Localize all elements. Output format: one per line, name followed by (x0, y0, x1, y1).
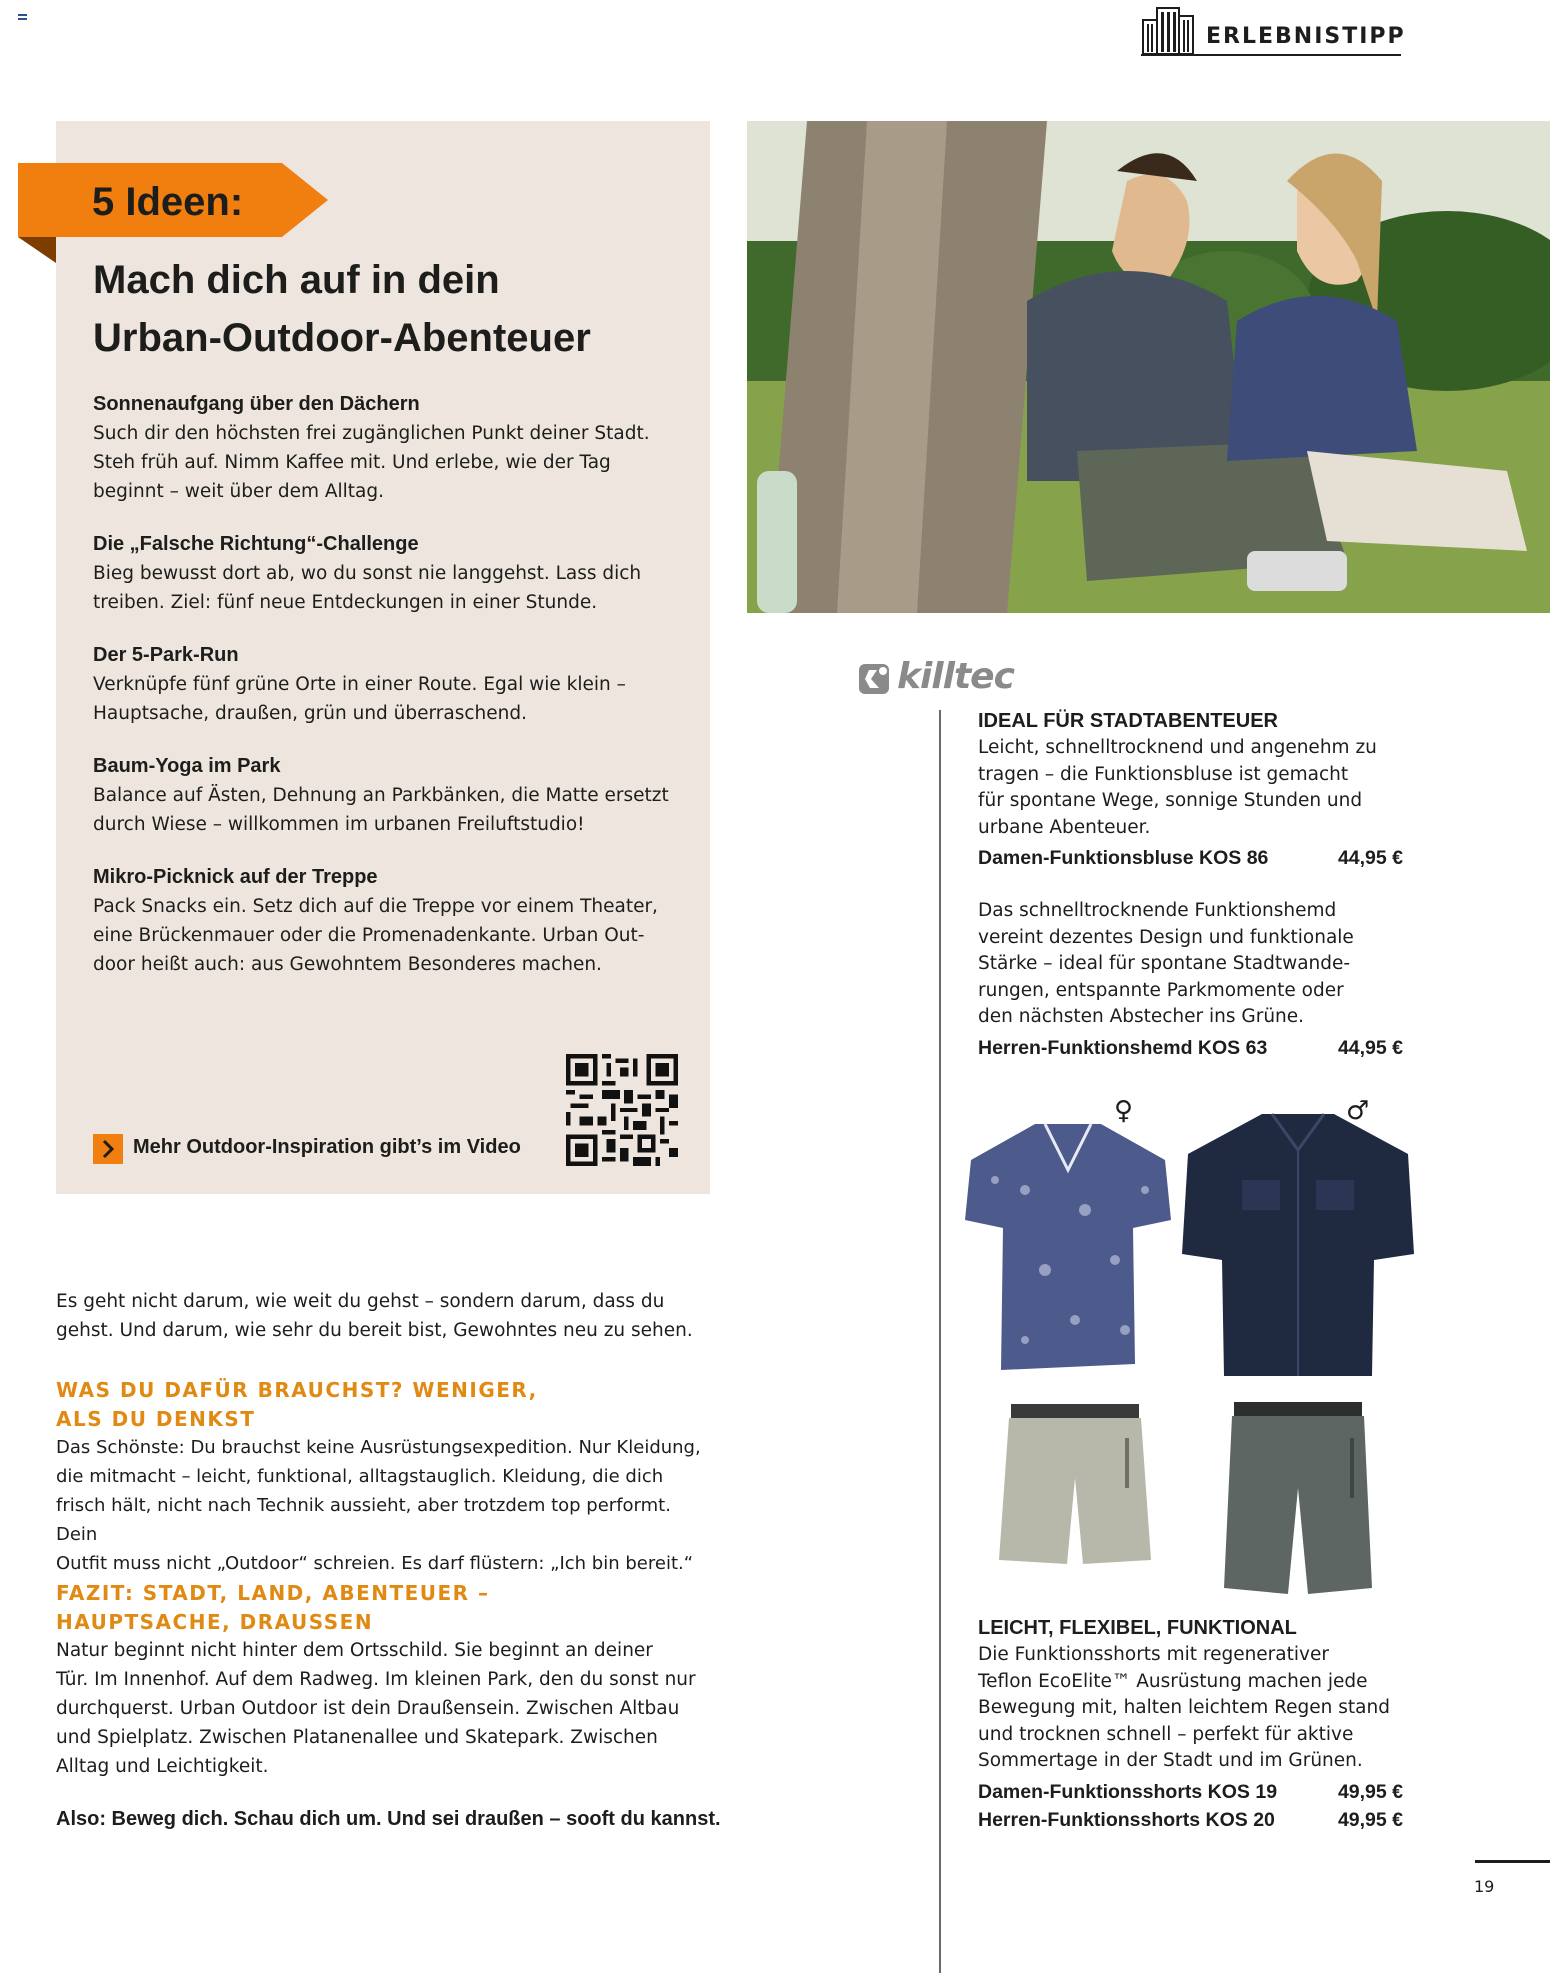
idea-title: Baum-Yoga im Park (93, 755, 281, 777)
product-text-line: und trocknen schnell – perfekt für aktive (978, 1723, 1354, 1745)
killtec-logo-icon (857, 660, 893, 696)
heading-line: HAUPTSACHE, DRAUSSEN (56, 1610, 374, 1634)
page-number: 19 (1474, 1877, 1495, 1896)
box-heading (93, 251, 693, 367)
product-text-line: den nächsten Abstecher ins Grüne. (978, 1006, 1305, 1027)
idea-text-line: door heißt auch: aus Gewohntem Besonderes machen. (93, 954, 602, 975)
section-heading (56, 1376, 656, 1434)
idea-text-line: Hauptsache, draußen, grün und überraschend. (93, 703, 528, 724)
badge-title: 5 Ideen: (92, 180, 244, 224)
product-heading: IDEAL FÜR STADTABENTEUER (978, 710, 1278, 732)
product-name: Damen-Funktionsbluse KOS 86 (978, 847, 1269, 869)
idea-item (93, 863, 683, 979)
section-body (56, 1636, 716, 1781)
heading-line: FAZIT: STADT, LAND, ABENTEUER – (56, 1581, 490, 1605)
text-line: Das Schönste: Du brauchst keine Ausrüstungsexpedition. Nur Kleidung, (56, 1437, 701, 1458)
idea-text-line: treiben. Ziel: fünf neue Entdeckungen in einer Stunde. (93, 592, 598, 613)
idea-item (93, 641, 683, 728)
female-symbol: ♀ (1114, 1096, 1134, 1126)
idea-title: Die „Falsche Richtung“-Challenge (93, 533, 419, 555)
sign-off: Also: Beweg dich. Schau dich um. Und sei draußen – sooft du kannst. (56, 1808, 721, 1830)
text-line: frisch hält, nicht nach Technik aussieht, aber trotzdem top performt. Dein (56, 1495, 671, 1545)
idea-text-line: Steh früh auf. Nimm Kaffee mit. Und erlebe, wie der Tag (93, 452, 611, 473)
section-body (56, 1433, 716, 1578)
product-price: 44,95 € (1337, 847, 1403, 869)
product-block-blouse (978, 707, 1403, 872)
text-line: durchquerst. Urban Outdoor ist dein Draußensein. Zwischen Altbau (56, 1698, 680, 1719)
text-line: Alltag und Leichtigkeit. (56, 1756, 269, 1777)
section-label-underline (1141, 54, 1401, 56)
women-shorts-image (995, 1398, 1155, 1568)
male-symbol: ♂ (1346, 1096, 1370, 1126)
text-line: Natur beginnt nicht hinter dem Ortsschild. Sie beginnt an deiner (56, 1640, 653, 1661)
idea-text-line: Pack Snacks ein. Setz dich auf die Treppe vor einem Theater, (93, 896, 658, 917)
product-name: Herren-Funktionshemd KOS 63 (978, 1036, 1268, 1059)
text-line: die mitmacht – leicht, funktional, alltagstauglich. Kleidung, die dich (56, 1466, 664, 1487)
section-heading (56, 1579, 656, 1637)
column-divider (939, 710, 941, 1973)
women-blouse-image (965, 1120, 1171, 1372)
price-row (978, 1778, 1403, 1806)
product-text-line: Sommertage in der Stadt und im Grünen. (978, 1750, 1363, 1771)
product-block-shirt (978, 898, 1403, 1062)
box-heading-line: Urban-Outdoor-Abenteuer (93, 316, 591, 360)
men-shirt-image (1182, 1110, 1414, 1380)
idea-item (93, 390, 683, 506)
box-heading-line: Mach dich auf in dein (93, 258, 500, 302)
building-icon (1141, 2, 1197, 56)
text-line: gehst. Und darum, wie sehr du bereit bist, Gewohntes neu zu sehen. (56, 1320, 693, 1341)
arrow-right-icon[interactable] (93, 1134, 123, 1164)
section-label: ERLEBNISTIPP (1206, 24, 1406, 49)
idea-text-line: Verknüpfe fünf grüne Orte in einer Route. Egal wie klein – (93, 674, 626, 695)
text-line: und Spielplatz. Zwischen Platanenallee und Skatepark. Zwischen (56, 1727, 658, 1748)
idea-item (93, 530, 683, 617)
page-number-rule (1475, 1860, 1550, 1863)
heading-line: WAS DU DAFÜR BRAUCHST? WENIGER, (56, 1378, 538, 1402)
qr-code[interactable] (566, 1054, 678, 1166)
text-line: Es geht nicht darum, wie weit du gehst – sondern darum, dass du (56, 1291, 665, 1312)
product-text-line: Leicht, schnelltrocknend und angenehm zu (978, 737, 1377, 758)
idea-text-line: beginnt – weit über dem Alltag. (93, 481, 385, 502)
product-price: 49,95 € (1337, 1808, 1403, 1831)
video-cta-link[interactable]: Mehr Outdoor-Inspiration gibt’s im Video (133, 1136, 521, 1158)
text-line: Tür. Im Innenhof. Auf dem Radweg. Im kleinen Park, den du sonst nur (56, 1669, 696, 1690)
product-name: Damen-Funktionsshorts KOS 19 (978, 1780, 1278, 1803)
product-text-line: rungen, entspannte Parkmomente oder (978, 979, 1344, 1001)
product-text-line: Stärke – ideal für spontane Stadtwande- (978, 953, 1351, 974)
idea-text-line: Balance auf Ästen, Dehnung an Parkbänken, die Matte ersetzt (93, 785, 669, 806)
heading-line: ALS DU DENKST (56, 1407, 256, 1431)
price-row (978, 1034, 1403, 1062)
couple-in-park-photo (747, 121, 1550, 613)
men-shorts-image (1222, 1398, 1374, 1596)
product-text-line: Die Funktionsshorts mit regenerativer (978, 1644, 1329, 1665)
price-row (978, 844, 1403, 872)
text-line: Outfit muss nicht „Outdoor“ schreien. Es darf flüstern: „Ich bin bereit.“ (56, 1553, 694, 1574)
product-text-line: Teflon EcoElite™ Ausrüstung machen jede (978, 1670, 1368, 1692)
idea-title: Mikro-Picknick auf der Treppe (93, 866, 378, 888)
product-price: 49,95 € (1337, 1780, 1403, 1803)
ideas-list (93, 390, 683, 1003)
idea-title: Der 5-Park-Run (93, 644, 239, 666)
product-text-line: tragen – die Funktionsbluse ist gemacht (978, 763, 1349, 785)
product-heading: LEICHT, FLEXIBEL, FUNKTIONAL (978, 1617, 1297, 1639)
product-text-line: urbane Abenteuer. (978, 816, 1151, 838)
product-text-line: Das schnelltrocknende Funktionshemd (978, 900, 1337, 921)
page-corner-glyph (18, 14, 27, 22)
article-intro (56, 1287, 716, 1345)
product-text-line: für spontane Wege, sonnige Stunden und (978, 790, 1363, 811)
idea-item (93, 752, 683, 839)
idea-text-line: Bieg bewusst dort ab, wo du sonst nie langgehst. Lass dich (93, 563, 642, 584)
product-text-line: Bewegung mit, halten leichtem Regen stand (978, 1697, 1390, 1718)
price-row (978, 1806, 1403, 1834)
product-price: 44,95 € (1337, 1036, 1403, 1059)
idea-text-line: durch Wiese – willkommen im urbanen Freiluftstudio! (93, 814, 585, 835)
idea-text-line: Such dir den höchsten frei zugänglichen Punkt deiner Stadt. (93, 423, 650, 444)
idea-title: Sonnenaufgang über den Dächern (93, 393, 420, 415)
product-text-line: vereint dezentes Design und funktionale (978, 926, 1354, 948)
product-name: Herren-Funktionsshorts KOS 20 (978, 1808, 1275, 1831)
brand-name: killtec (897, 656, 1014, 697)
idea-text-line: eine Brückenmauer oder die Promenadenkante. Urban Out- (93, 925, 645, 946)
product-block-shorts (978, 1614, 1403, 1834)
